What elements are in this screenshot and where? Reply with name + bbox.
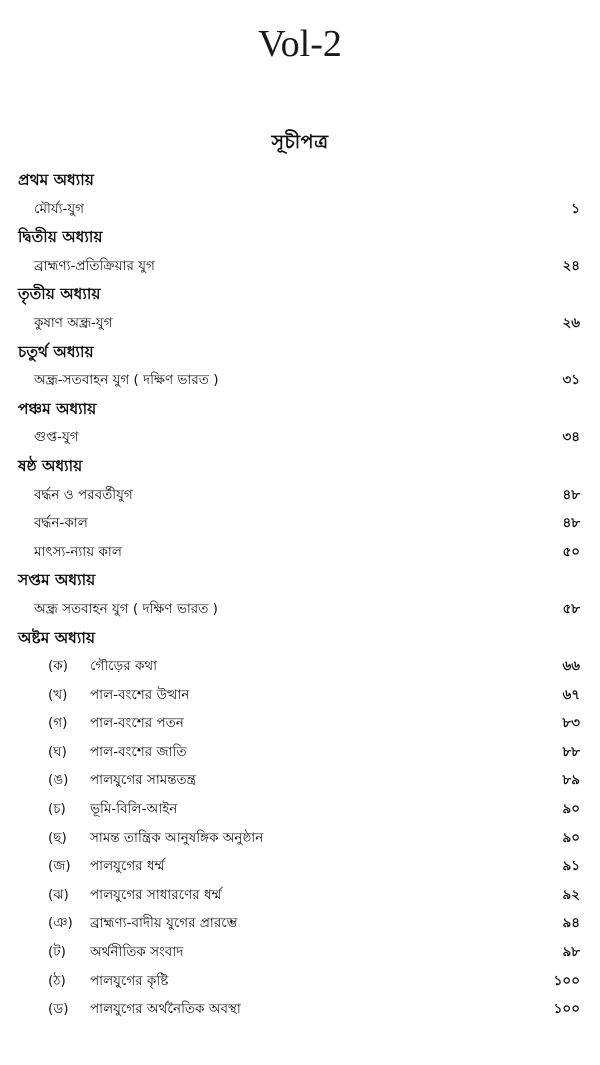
toc-entry xyxy=(18,538,580,567)
chapter-title: দ্বিতীয় অধ্যায় xyxy=(18,228,103,247)
page-number: ৯১ xyxy=(562,858,580,875)
entry-title: পাল-বংশের উত্থান xyxy=(90,686,190,703)
entry-marker: (ছ) xyxy=(48,829,67,846)
entry-marker: (ড) xyxy=(48,1001,69,1018)
toc-entry xyxy=(18,423,580,452)
entry-marker: (ক) xyxy=(48,658,68,675)
chapter-heading xyxy=(18,395,580,424)
entry-marker: (ঙ) xyxy=(48,772,69,789)
entry-marker: (ঘ) xyxy=(48,743,67,760)
entry-marker: (চ) xyxy=(48,801,66,818)
table-of-contents xyxy=(18,166,580,1024)
toc-entry xyxy=(18,852,580,881)
toc-entry xyxy=(18,481,580,510)
entry-title: বৰ্দ্ধন-কাল xyxy=(34,515,88,532)
page-number: ১০০ xyxy=(553,972,580,989)
toc-entry xyxy=(18,766,580,795)
entry-title: অন্ধ্র-সতবাহন যুগ ( দক্ষিণ ভারত ) xyxy=(34,372,219,389)
toc-entry xyxy=(18,652,580,681)
page-number: ৯৪ xyxy=(562,915,580,932)
page-number: ৮৯ xyxy=(562,772,580,789)
toc-entry xyxy=(18,195,580,224)
entry-title: পাল-বংশের পতন xyxy=(90,715,184,732)
page-number: ১ xyxy=(571,200,580,217)
toc-entry xyxy=(18,366,580,395)
entry-title: পালযুগের অর্থনৈতিক অবস্থা xyxy=(90,1001,241,1018)
page-number: ৩১ xyxy=(562,372,580,389)
toc-entry xyxy=(18,709,580,738)
volume-label: Vol-2 xyxy=(258,23,342,65)
toc-entry xyxy=(18,824,580,853)
page-number: ৯০ xyxy=(562,829,580,846)
entry-title: কুষাণ অন্ধ্র-যুগ xyxy=(34,314,113,331)
page-number: ৩৪ xyxy=(562,429,580,446)
chapter-heading xyxy=(18,624,580,653)
entry-title: বৰ্দ্ধন ও পরবর্তীযুগ xyxy=(34,486,133,503)
toc-entry xyxy=(18,967,580,996)
entry-title: গুপ্ত-যুগ xyxy=(34,429,79,446)
page-number: ৮৮ xyxy=(562,743,580,760)
entry-title: পালযুগের কৃষ্টি xyxy=(90,972,169,989)
entry-marker: (ট) xyxy=(48,944,66,961)
toc-entry xyxy=(18,909,580,938)
entry-marker: (ঠ) xyxy=(48,972,66,989)
entry-title: পালযুগের সাধারণের ধর্ম্ম xyxy=(90,886,222,903)
chapter-title: অষ্টম অধ্যায় xyxy=(18,628,95,647)
page-number: ১০০ xyxy=(553,1001,580,1018)
toc-entry xyxy=(18,681,580,710)
chapter-title: ষষ্ঠ অধ্যায় xyxy=(18,456,83,475)
entry-title: মৌর্য্য-যুগ xyxy=(34,200,85,217)
entry-marker: (ঝ) xyxy=(48,886,69,903)
toc-entry xyxy=(18,938,580,967)
toc-entry xyxy=(18,881,580,910)
page-number: ৬৭ xyxy=(562,686,580,703)
page-number: ৫৮ xyxy=(562,600,580,617)
entry-title: গৌড়ের কথা xyxy=(90,658,158,675)
entry-title: পালযুগের ধর্ম্ম xyxy=(90,858,165,875)
chapter-heading xyxy=(18,452,580,481)
entry-title: পালযুগের সামন্ততন্ত্র xyxy=(90,772,197,789)
page-number: ৪৮ xyxy=(562,515,580,532)
toc-entry xyxy=(18,309,580,338)
chapter-heading xyxy=(18,338,580,367)
chapter-title: সপ্তম অধ্যায় xyxy=(18,571,96,590)
toc-entry xyxy=(18,995,580,1024)
entry-marker: (ঞ) xyxy=(48,915,73,932)
chapter-title: পঞ্চম অধ্যায় xyxy=(18,399,97,418)
page-number: ২৪ xyxy=(562,257,580,274)
page-number: ৫০ xyxy=(562,543,580,560)
page-number: ৬৬ xyxy=(562,658,580,675)
page-number: ৯২ xyxy=(562,886,580,903)
page-number: ৪৮ xyxy=(562,486,580,503)
entry-title: সামন্ত তান্ত্রিক আনুষঙ্গিক অনুষ্ঠান xyxy=(90,829,264,846)
entry-marker: (গ) xyxy=(48,715,68,732)
toc-entry xyxy=(18,252,580,281)
entry-title: ব্রাহ্মণ্য-বাদীয় যুগের প্রারম্ভে xyxy=(90,915,238,932)
entry-title: পাল-বংশের জাতি xyxy=(90,743,187,760)
entry-title: অন্ধ্র সতবাহন যুগ ( দক্ষিণ ভারত ) xyxy=(34,600,218,617)
toc-entry xyxy=(18,795,580,824)
page-number: ৯০ xyxy=(562,801,580,818)
chapter-heading xyxy=(18,166,580,195)
entry-marker: (খ) xyxy=(48,686,68,703)
toc-entry xyxy=(18,595,580,624)
chapter-title: চতুর্থ অধ্যায় xyxy=(18,342,94,361)
page-number: ৮৩ xyxy=(562,715,580,732)
toc-title: সূচীপত্র xyxy=(271,131,329,153)
entry-title: ভূমি-বিলি-আইন xyxy=(90,801,178,818)
chapter-heading xyxy=(18,566,580,595)
entry-marker: (জ) xyxy=(48,858,71,875)
page-number: ২৬ xyxy=(562,314,580,331)
entry-title: মাৎস্য-ন্যায় কাল xyxy=(34,543,122,560)
chapter-heading xyxy=(18,223,580,252)
chapter-title: প্রথম অধ্যায় xyxy=(18,171,94,189)
toc-entry xyxy=(18,509,580,538)
chapter-heading xyxy=(18,280,580,309)
page-number: ৯৮ xyxy=(562,944,580,961)
entry-title: ব্রাহ্মণ্য-প্রতিক্রিয়ার যুগ xyxy=(34,257,155,274)
toc-entry xyxy=(18,738,580,767)
chapter-title: তৃতীয় অধ্যায় xyxy=(18,285,101,304)
entry-title: অর্থনীতিক সংবাদ xyxy=(90,944,184,961)
